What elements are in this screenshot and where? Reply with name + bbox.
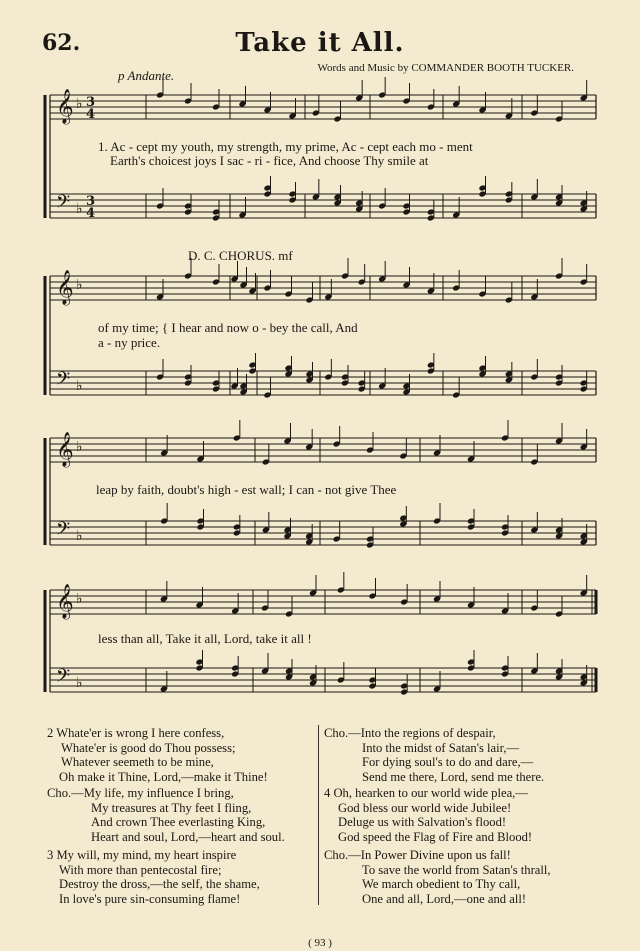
bass-clef-icon: 𝄢 xyxy=(56,666,71,691)
lyric-line: of my time; { I hear and now o - bey the call, And xyxy=(98,320,358,335)
flat-icon: ♭ xyxy=(76,439,83,455)
bass-clef-icon: 𝄢 xyxy=(56,369,71,394)
tempo-marking: p Andante. xyxy=(118,68,175,83)
treble-clef-icon: 𝄞 xyxy=(56,584,74,619)
chorus-marking: D. C. CHORUS. mf xyxy=(188,248,293,263)
flat-icon: ♭ xyxy=(76,528,83,544)
hymn-title: Take it All. xyxy=(235,28,405,58)
treble-clef-icon: 𝄞 xyxy=(56,432,74,467)
time-signature: 3 xyxy=(86,95,96,110)
hymn-number: 62. xyxy=(42,30,81,56)
lyric-line: leap by faith, doubt's high - est wall; I can - not give Thee xyxy=(96,482,397,497)
treble-clef-icon: 𝄞 xyxy=(56,270,74,305)
lyric-line: a - ny price. xyxy=(98,335,161,350)
lyric-line: 1. Ac - cept my youth, my strength, my prime, Ac - cept each mo - ment xyxy=(98,139,473,154)
flat-icon: ♭ xyxy=(76,591,83,607)
chorus-stanza: Cho.—In Power Divine upon us fall! To save the world from Satan's thrall, We march obedient to Thy call, One and all, Lord,—one and all! xyxy=(324,848,551,906)
stanza-4: 4 Oh, hearken to our world wide plea,— God bless our world wide Jubilee! Deluge us with Salvation's flood! God speed the Flag of Fire and Blood! xyxy=(324,786,533,844)
chorus-stanza: Cho.—My life, my influence I bring, My treasures at Thy feet I fling, And crown Thee everlasting King, Heart and soul, Lord,—heart and soul. xyxy=(47,786,285,844)
lyric-line: less than all, Take it all, Lord, take it all ! xyxy=(98,631,312,646)
flat-icon: ♭ xyxy=(76,378,83,394)
bass-clef-icon: 𝄢 xyxy=(56,519,71,544)
time-signature: 4 xyxy=(86,107,96,122)
flat-icon: ♭ xyxy=(76,96,83,112)
flat-icon: ♭ xyxy=(76,277,83,293)
chorus-stanza: Cho.—Into the regions of despair, Into the midst of Satan's lair,— For dying soul's to do and dare,— Send me there, Lord, send me there. xyxy=(324,726,545,784)
flat-icon: ♭ xyxy=(76,201,83,217)
stanza-2: 2 Whate'er is wrong I here confess, Whate'er is good do Thou possess; Whatever seemeth to be mine, Oh make it Thine, Lord,—make it Thine! xyxy=(47,726,268,784)
time-signature: 4 xyxy=(86,206,96,221)
bass-clef-icon: 𝄢 xyxy=(56,192,71,217)
flat-icon: ♭ xyxy=(76,675,83,691)
page-number: ( 93 ) xyxy=(308,937,332,949)
column-divider xyxy=(318,725,319,905)
treble-clef-icon: 𝄞 xyxy=(56,89,74,124)
lyric-line: Earth's choicest joys I sac - ri - fice, And choose Thy smile at xyxy=(110,153,429,168)
time-signature: 3 xyxy=(86,194,96,209)
credit-line: Words and Music by COMMANDER BOOTH TUCKER. xyxy=(317,62,574,74)
stanza-3: 3 My will, my mind, my heart inspire With more than pentecostal fire; Destroy the dross,—the self, the shame, In love's pure sin-consuming flame! xyxy=(47,848,260,906)
